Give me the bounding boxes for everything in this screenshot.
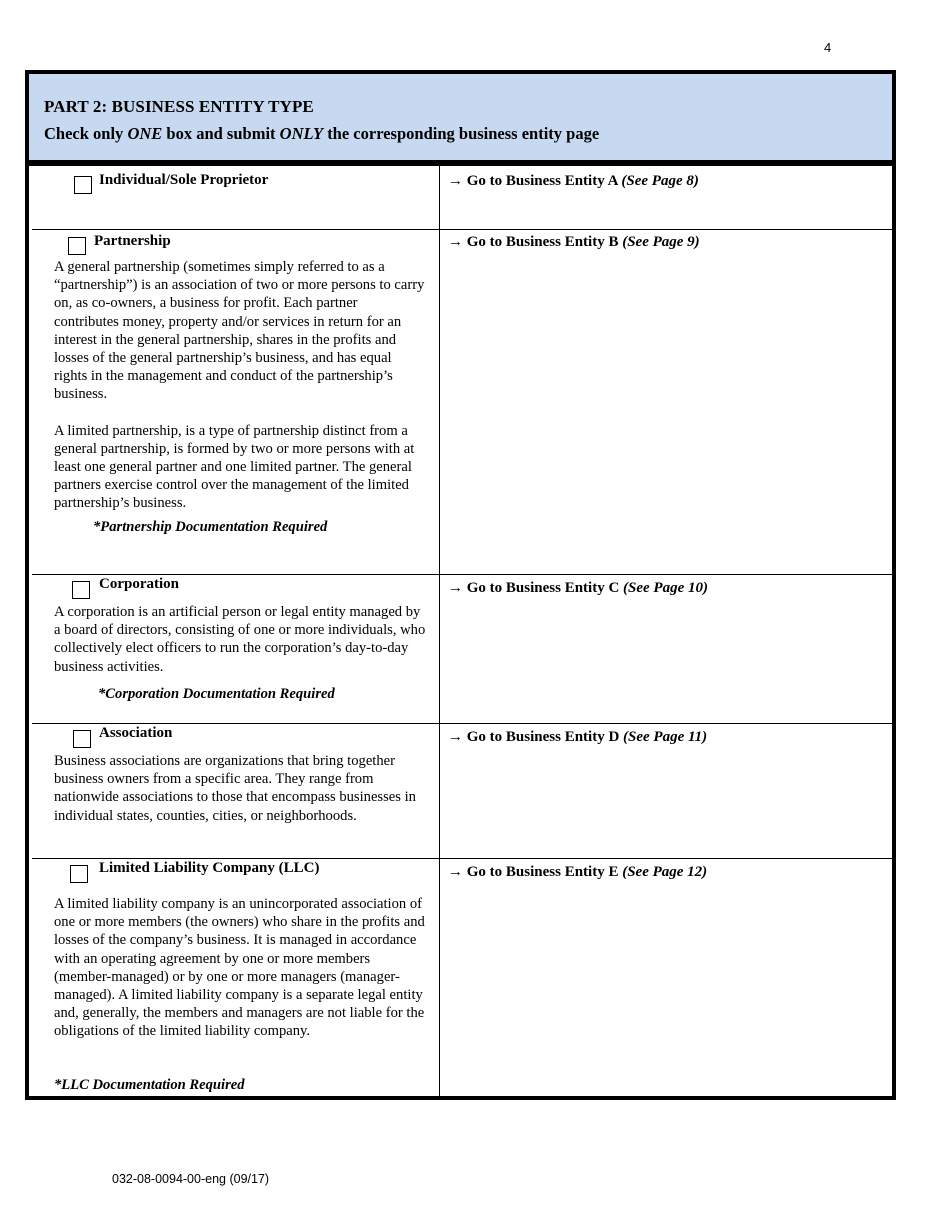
sole-proprietor-label: Individual/Sole Proprietor xyxy=(99,172,269,188)
part-header xyxy=(29,74,892,166)
limited-partnership-paragraph: A limited partnership, is a type of partnership distinct from a general partnership, is formed by two or more persons with at least one general partner and one limited partner. The general partners exercise control over the management of the limited partnership’s business. xyxy=(54,422,415,512)
corporation-description: A corporation is an artificial person or legal entity managed by a board of directors, consisting of one or more individuals, who collectively elect officers to run the corporation’s day-to-day business activities. xyxy=(54,604,426,675)
llc-requirement: *LLC Documentation Required xyxy=(54,1077,245,1093)
form-code: 032-08-0094-00-eng (09/17) xyxy=(112,1172,270,1186)
column-divider xyxy=(439,575,440,723)
entity-row-sole-proprietor xyxy=(32,166,894,230)
corporation-goto: → Go to Business Entity C (See Page 10) xyxy=(448,580,708,596)
column-divider xyxy=(439,724,440,858)
column-divider xyxy=(439,230,440,574)
association-goto: → Go to Business Entity D (See Page 11) xyxy=(448,729,708,745)
sole-proprietor-checkbox[interactable] xyxy=(74,176,92,194)
llc-description: A limited liability company is an unincorporated association of one or more members (the owners) who share in the profits and losses of the company’s business. It is managed in accordance with an operating agreement by one or more members (member-managed) or by one or more managers (manager-managed). A limited liability company is a separate legal entity and, generally, the members and managers are not liable for the obligations of the limited liability company. xyxy=(54,896,425,1040)
column-divider xyxy=(439,859,440,1096)
entity-row-partnership xyxy=(32,230,894,575)
sole-proprietor-goto: → Go to Business Entity A (See Page 8) xyxy=(448,173,699,189)
business-entity-form xyxy=(25,70,896,1100)
llc-goto: → Go to Business Entity E (See Page 12) xyxy=(448,864,708,880)
llc-label: Limited Liability Company (LLC) xyxy=(99,860,320,876)
part-title: PART 2: BUSINESS ENTITY TYPE xyxy=(44,97,314,116)
entity-row-llc xyxy=(32,859,894,1096)
llc-checkbox[interactable] xyxy=(70,865,88,883)
partnership-goto: → Go to Business Entity B (See Page 9) xyxy=(448,234,700,250)
corporation-label: Corporation xyxy=(99,576,179,592)
partnership-description xyxy=(54,258,426,531)
entity-row-corporation xyxy=(32,575,894,724)
general-partnership-paragraph: A general partnership (sometimes simply referred to as a “partnership”) is an association of two or more persons to carry on, as co-owners, a business for profit. Each partner contributes money, property and/or services in return for an interest in the general partnership, shares in the profits and losses of the general partnership’s business, and has equal rights in the management and conduct of the partnership’s business. xyxy=(54,259,425,403)
association-checkbox[interactable] xyxy=(73,730,91,748)
part-instruction: Check only ONE box and submit ONLY the corresponding business entity page xyxy=(44,124,600,143)
association-label: Association xyxy=(99,725,173,741)
association-description: Business associations are organizations that bring together business owners from a specific area. They range from nationwide associations to those that encompass businesses in individual states, counties, cities, or neighborhoods. xyxy=(54,753,416,824)
corporation-checkbox[interactable] xyxy=(72,581,90,599)
corporation-requirement: *Corporation Documentation Required xyxy=(98,686,335,702)
partnership-label: Partnership xyxy=(94,233,171,249)
partnership-checkbox[interactable] xyxy=(68,237,86,255)
entity-row-association xyxy=(32,724,894,859)
page-number: 4 xyxy=(824,40,832,55)
column-divider xyxy=(439,166,440,229)
partnership-requirement: *Partnership Documentation Required xyxy=(93,519,328,535)
